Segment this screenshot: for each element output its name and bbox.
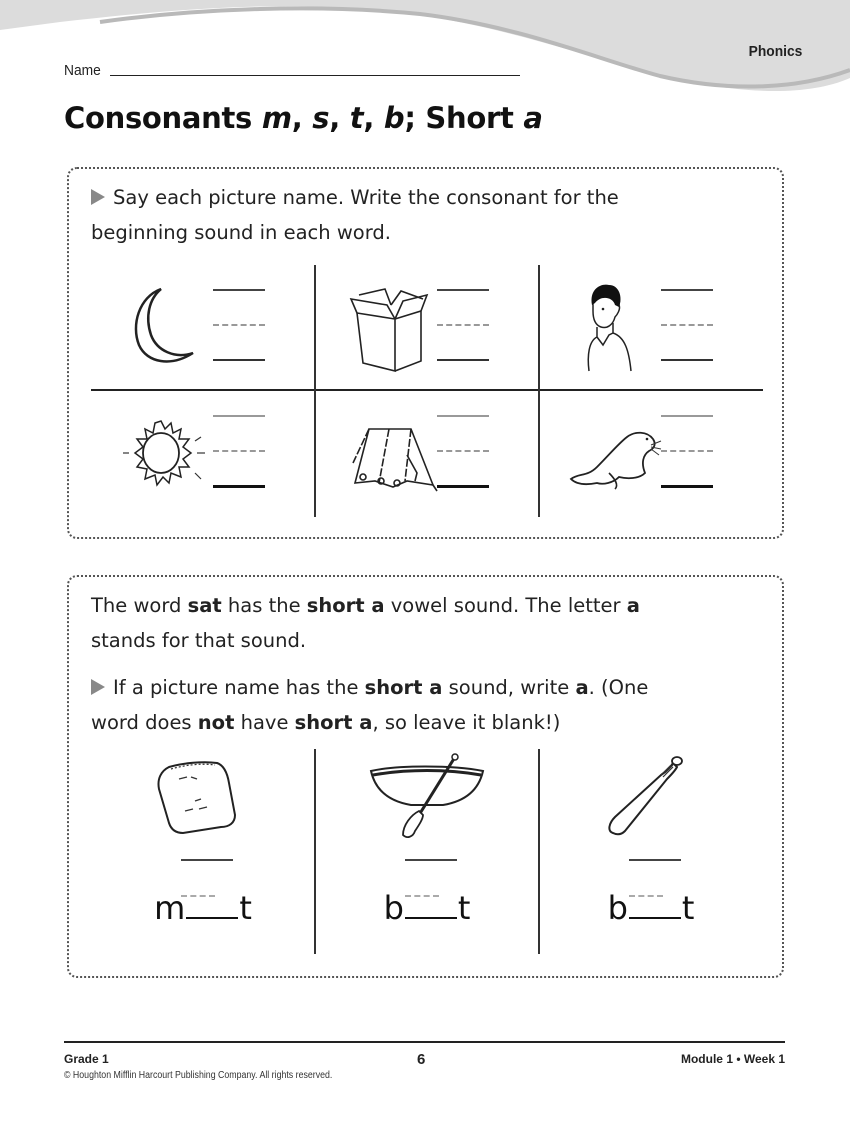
sun-icon [109, 401, 219, 501]
boy-icon [557, 275, 667, 375]
letter-write-lines[interactable] [437, 415, 489, 491]
footer-copyright: © Houghton Mifflin Harcourt Publishing Company. All rights reserved. [64, 1070, 333, 1081]
letter-write-lines[interactable] [213, 415, 265, 491]
arrow-icon [91, 189, 105, 205]
bat-icon [591, 753, 711, 841]
picture-cell-moon [91, 265, 315, 391]
page-number: 6 [417, 1051, 426, 1068]
short-a-intro: The word sat has the short a vowel sound. The letter a stands for that sound. [91, 594, 640, 652]
letter-write-lines[interactable] [661, 289, 713, 365]
footer-module: Module 1 • Week 1 [680, 1052, 785, 1066]
mat-icon [143, 753, 263, 841]
letter-write-lines[interactable] [661, 415, 713, 491]
name-input-line[interactable] [110, 75, 520, 76]
footer-divider [64, 1041, 785, 1043]
word-grid [91, 749, 763, 957]
header-swoosh-decoration [0, 0, 850, 100]
picture-cell-sun [91, 391, 315, 517]
tent-icon [333, 401, 443, 501]
vowel-blank[interactable] [629, 917, 681, 919]
picture-cell-tent [315, 391, 539, 517]
word-entry: b t [315, 849, 539, 949]
seal-icon [557, 401, 667, 501]
page-title: Consonants m, s, t, b; Short a [64, 101, 543, 135]
name-field-row [64, 62, 520, 79]
word-entry: m t [91, 849, 315, 949]
section1-instruction: Say each picture name. Write the consonant for the beginning sound in each word. [91, 186, 619, 244]
footer-grade: Grade 1 [64, 1052, 109, 1066]
letter-write-lines[interactable] [437, 289, 489, 365]
letter-write-lines[interactable] [213, 289, 265, 365]
boat-icon [367, 753, 487, 841]
word-entry: b t [539, 849, 763, 949]
word-cell-bat [539, 749, 763, 957]
subject-label: Phonics [748, 43, 802, 60]
picture-cell-seal [539, 391, 763, 517]
vowel-blank[interactable] [405, 917, 457, 919]
arrow-icon [91, 679, 105, 695]
picture-cell-boy [539, 265, 763, 391]
consonant-exercise-panel [67, 167, 784, 539]
word-cell-mat [91, 749, 315, 957]
vowel-blank[interactable] [186, 917, 238, 919]
picture-grid [91, 265, 763, 517]
picture-cell-box [315, 265, 539, 391]
name-label: Name [64, 62, 101, 79]
word-cell-boat [315, 749, 539, 957]
box-icon [333, 275, 443, 375]
short-a-exercise-panel [67, 575, 784, 978]
section2-instruction: If a picture name has the short a sound, write a. (One word does not have short a, so leave it blank!) [91, 676, 649, 734]
moon-icon [109, 275, 219, 375]
